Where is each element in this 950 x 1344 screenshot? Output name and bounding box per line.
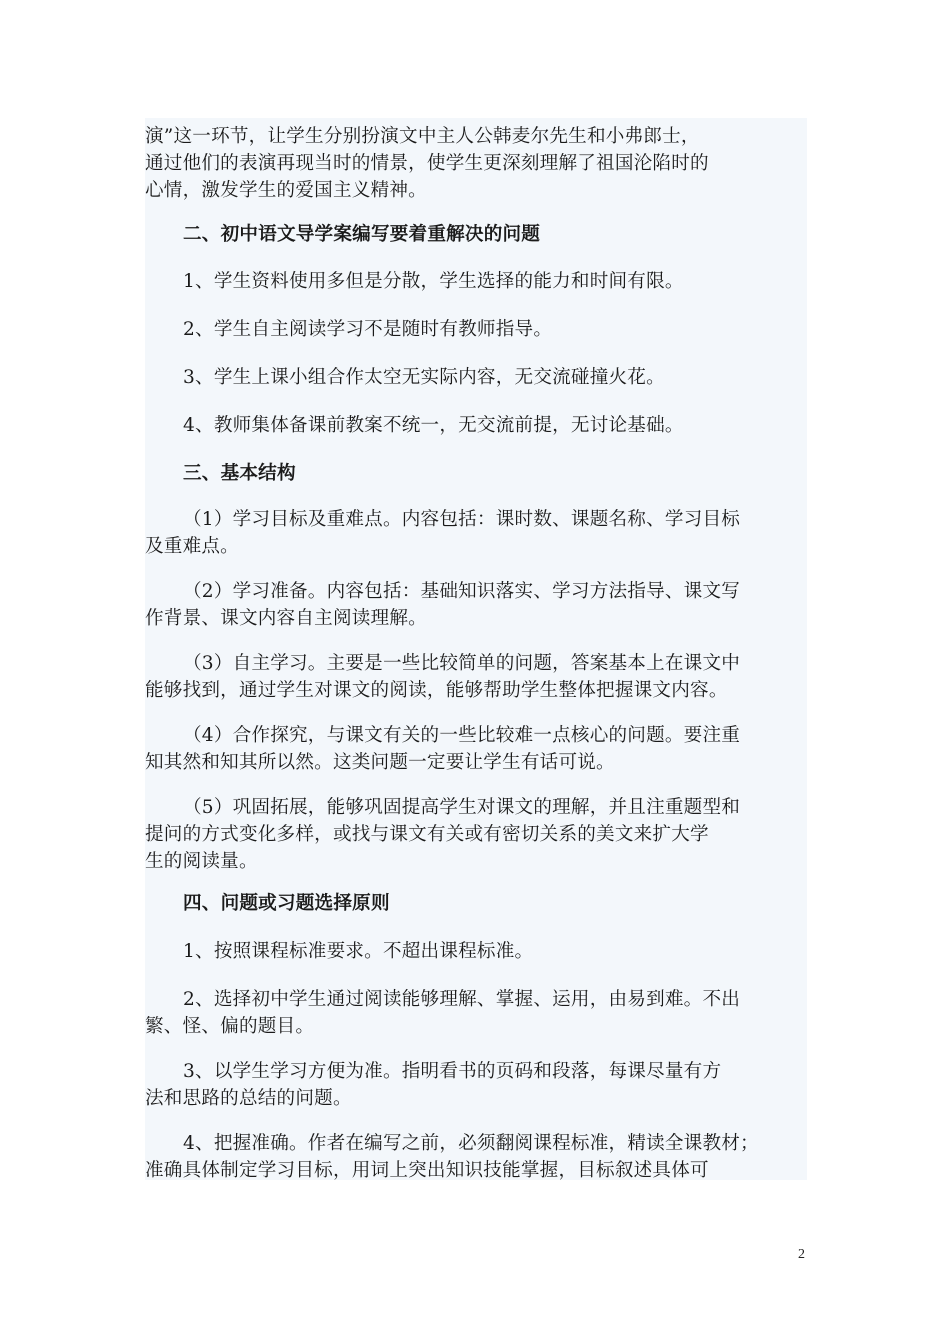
page-number: 2 xyxy=(798,1247,805,1262)
text-line: （1）学习目标及重难点。内容包括：课时数、课题名称、学习目标 xyxy=(183,509,741,530)
text-line: 1、按照课程标准要求。不超出课程标准。 xyxy=(183,941,534,962)
heading-text: 三、基本结构 xyxy=(183,463,296,484)
text-line: 通过他们的表演再现当时的情景，使学生更深刻理解了祖国沦陷时的 xyxy=(145,153,709,174)
text-line: 准确具体制定学习目标，用词上突出知识技能掌握，目标叙述具体可 xyxy=(145,1160,709,1181)
list-item-2-4 xyxy=(183,412,847,439)
heading-text: 二、初中语文导学案编写要着重解决的问题 xyxy=(183,224,541,245)
text-line: 3、学生上课小组合作太空无实际内容，无交流碰撞火花。 xyxy=(183,367,665,388)
section-heading-4 xyxy=(183,890,847,917)
structure-item-4 xyxy=(145,722,809,776)
text-line: 心情，激发学生的爱国主义精神。 xyxy=(145,180,427,201)
list-item-2-2 xyxy=(183,316,847,343)
text-line: 及重难点。 xyxy=(145,536,239,557)
structure-item-3 xyxy=(145,650,809,704)
text-line: （2）学习准备。内容包括：基础知识落实、学习方法指导、课文写 xyxy=(183,581,741,602)
text-line: 作背景、课文内容自主阅读理解。 xyxy=(145,608,427,629)
text-line: 3、以学生学习方便为准。指明看书的页码和段落，每课尽量有方 xyxy=(183,1061,722,1082)
list-item-2-1 xyxy=(183,268,847,295)
heading-text: 四、问题或习题选择原则 xyxy=(183,893,390,914)
structure-item-5 xyxy=(145,794,809,875)
list-item-2-3 xyxy=(183,364,847,391)
text-line: 法和思路的总结的问题。 xyxy=(145,1088,352,1109)
paragraph-continuation xyxy=(145,123,809,204)
text-line: 演”这一环节，让学生分别扮演文中主人公韩麦尔先生和小弗郎士， xyxy=(145,126,700,147)
text-line: 1、学生资料使用多但是分散，学生选择的能力和时间有限。 xyxy=(183,271,684,292)
structure-item-1 xyxy=(145,506,809,560)
text-line: （4）合作探究，与课文有关的一些比较难一点核心的问题。要注重 xyxy=(183,725,741,746)
text-line: 能够找到，通过学生对课文的阅读，能够帮助学生整体把握课文内容。 xyxy=(145,680,728,701)
text-line: 4、教师集体备课前教案不统一，无交流前提，无讨论基础。 xyxy=(183,415,684,436)
text-line: 提问的方式变化多样，或找与课文有关或有密切关系的美文来扩大学 xyxy=(145,824,709,845)
section-heading-2 xyxy=(183,221,847,248)
principle-item-4 xyxy=(145,1130,809,1184)
principle-item-3 xyxy=(145,1058,809,1112)
text-line: 4、把握准确。作者在编写之前，必须翻阅课程标准，精读全课教材； xyxy=(183,1133,759,1154)
section-heading-3 xyxy=(183,460,847,487)
text-line: 2、选择初中学生通过阅读能够理解、掌握、运用，由易到难。不出 xyxy=(183,989,741,1010)
structure-item-2 xyxy=(145,578,809,632)
principle-item-1 xyxy=(183,938,847,965)
text-line: 知其然和知其所以然。这类问题一定要让学生有话可说。 xyxy=(145,752,615,773)
text-line: 生的阅读量。 xyxy=(145,851,258,872)
text-line: （3）自主学习。主要是一些比较简单的问题，答案基本上在课文中 xyxy=(183,653,741,674)
text-line: 繁、怪、偏的题目。 xyxy=(145,1016,315,1037)
principle-item-2 xyxy=(145,986,809,1040)
text-line: 2、学生自主阅读学习不是随时有教师指导。 xyxy=(183,319,553,340)
text-line: （5）巩固拓展，能够巩固提高学生对课文的理解，并且注重题型和 xyxy=(183,797,741,818)
